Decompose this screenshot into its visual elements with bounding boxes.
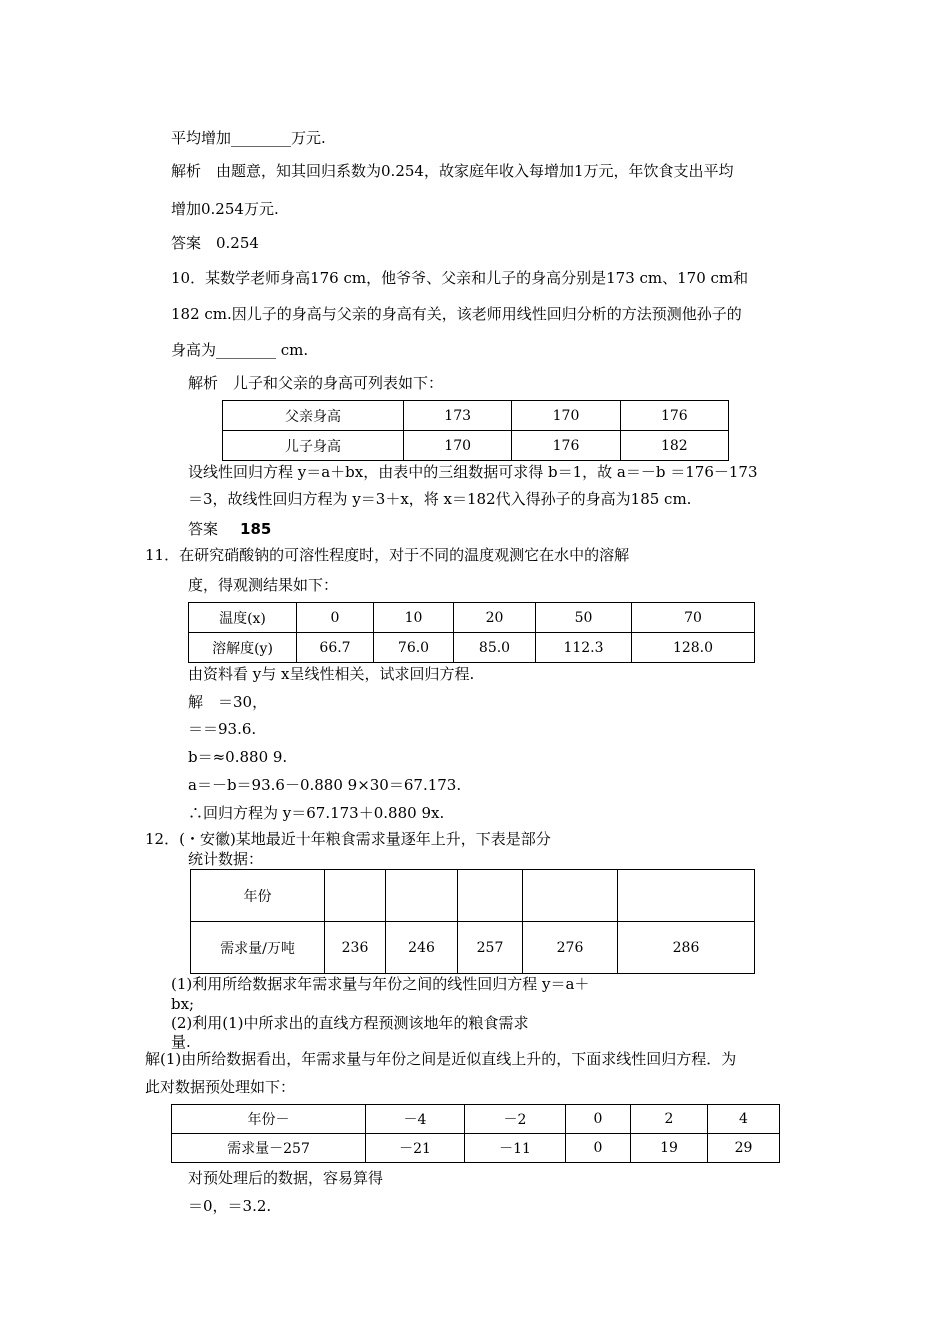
table-cell: 176	[512, 431, 620, 461]
table-cell: －2	[465, 1105, 566, 1134]
table-cell: 0	[566, 1134, 631, 1163]
analysis-line: 解析 由题意，知其回归系数为0.254，故家庭年收入每增加1万元，年饮食支出平均	[171, 162, 734, 180]
table-cell: 0	[566, 1105, 631, 1134]
table-row	[191, 922, 755, 974]
solubility-table	[188, 602, 755, 663]
table-cell: 70	[632, 603, 755, 633]
table-cell: 4	[708, 1105, 780, 1134]
table-cell: －11	[465, 1134, 566, 1163]
table-cell	[386, 870, 458, 922]
table-row	[223, 401, 729, 431]
table-cell: 温度(x)	[189, 603, 297, 633]
table-cell: 76.0	[374, 633, 454, 663]
question-line: 182 cm.因儿子的身高与父亲的身高有关，该老师用线性回归分析的方法预测他孙子的	[171, 305, 742, 323]
table-row	[223, 431, 729, 461]
table-cell	[325, 870, 386, 922]
subquestion-line: 量.	[171, 1033, 191, 1051]
table-cell: 128.0	[632, 633, 755, 663]
answer-line	[188, 519, 271, 539]
subquestion-line: bx;	[171, 995, 195, 1013]
answer-value: 185	[240, 520, 272, 538]
solution-line: 此对数据预处理如下：	[145, 1078, 296, 1096]
subquestion-line: (1)利用所给数据求年需求量与年份之间的线性回归方程 y＝a＋	[171, 975, 590, 993]
table-cell	[458, 870, 523, 922]
table-cell: 170	[404, 431, 512, 461]
table-cell: 溶解度(y)	[189, 633, 297, 663]
solution-line: ＝＝93.6.	[188, 720, 257, 738]
solution-line: 设线性回归方程 y＝a＋bx，由表中的三组数据可求得 b＝1，故 a＝－b ＝176－173	[188, 463, 758, 481]
table-row	[191, 870, 755, 922]
solution-line: a＝－b＝93.6－0.880 9×30＝67.173.	[188, 776, 462, 794]
table-cell: 2	[631, 1105, 708, 1134]
solution-line: 解 ＝30，	[188, 693, 268, 711]
solution-line: ∴回归方程为 y＝67.173＋0.880 9x.	[188, 804, 445, 822]
table-cell: 20	[454, 603, 536, 633]
blank-line: 平均增加________万元.	[171, 129, 326, 147]
preprocessed-table	[171, 1104, 780, 1163]
table-row	[189, 603, 755, 633]
question-line: 12．(・安徽)某地最近十年粮食需求量逐年上升，下表是部分	[145, 830, 551, 848]
table-cell: 50	[536, 603, 632, 633]
demand-table	[190, 869, 755, 974]
table-cell: 236	[325, 922, 386, 974]
solution-line: 由资料看 y与 x呈线性相关，试求回归方程.	[188, 665, 475, 683]
height-table	[222, 400, 729, 461]
answer-line: 答案 0.254	[171, 234, 259, 252]
table-row	[172, 1134, 780, 1163]
analysis-line: 解析 儿子和父亲的身高可列表如下：	[188, 374, 444, 392]
table-cell: 176	[620, 401, 728, 431]
answer-label: 答案	[188, 520, 219, 538]
question-line: 统计数据：	[188, 850, 264, 868]
table-cell: 10	[374, 603, 454, 633]
table-cell: 19	[631, 1134, 708, 1163]
solution-line: b＝≈0.880 9.	[188, 748, 288, 766]
question-line: 10．某数学老师身高176 cm，他爷爷、父亲和儿子的身高分别是173 cm、170 cm和	[171, 269, 749, 287]
question-line: 度，得观测结果如下：	[188, 576, 339, 594]
analysis-line: 增加0.254万元.	[171, 200, 279, 218]
table-cell: 173	[404, 401, 512, 431]
table-cell	[523, 870, 618, 922]
table-cell	[618, 870, 755, 922]
table-cell: 257	[458, 922, 523, 974]
table-cell: 父亲身高	[223, 401, 404, 431]
table-cell: －4	[366, 1105, 465, 1134]
table-cell: 年份	[191, 870, 325, 922]
table-cell: 85.0	[454, 633, 536, 663]
table-cell: 0	[297, 603, 374, 633]
table-cell: 182	[620, 431, 728, 461]
table-cell: －21	[366, 1134, 465, 1163]
table-cell: 276	[523, 922, 618, 974]
table-cell: 年份－	[172, 1105, 366, 1134]
solution-line: ＝3，故线性回归方程为 y＝3＋x，将 x＝182代入得孙子的身高为185 cm.	[188, 490, 692, 508]
table-cell: 286	[618, 922, 755, 974]
solution-line: 解(1)由所给数据看出，年需求量与年份之间是近似直线上升的，下面求线性回归方程．为	[145, 1050, 737, 1068]
solution-line: 对预处理后的数据，容易算得	[188, 1169, 384, 1187]
table-cell: 246	[386, 922, 458, 974]
question-line: 11．在研究硝酸钠的可溶性程度时，对于不同的温度观测它在水中的溶解	[145, 546, 630, 564]
table-cell: 需求量/万吨	[191, 922, 325, 974]
table-row	[189, 633, 755, 663]
table-cell: 170	[512, 401, 620, 431]
question-line: 身高为________ cm.	[171, 341, 309, 359]
table-cell: 需求量－257	[172, 1134, 366, 1163]
subquestion-line: (2)利用(1)中所求出的直线方程预测该地年的粮食需求	[171, 1014, 529, 1032]
table-cell: 儿子身高	[223, 431, 404, 461]
table-cell: 112.3	[536, 633, 632, 663]
table-cell: 29	[708, 1134, 780, 1163]
table-row	[172, 1105, 780, 1134]
solution-line: ＝0，＝3.2.	[188, 1197, 272, 1215]
table-cell: 66.7	[297, 633, 374, 663]
